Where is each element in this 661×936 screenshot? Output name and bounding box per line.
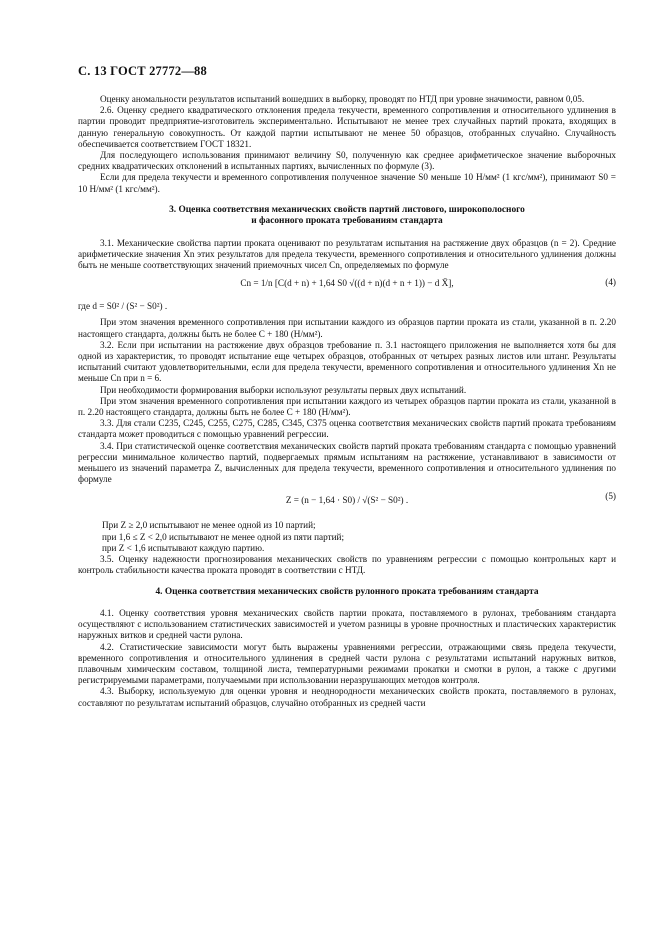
paragraph-3-2: 3.2. Если при испытании на растяжение двух образцов требование п. 3.1 настоящего приложения не выполняется хотя бы для одной из характеристик, то проводят испытание еще четырех образцов, отобранных от четырех разных листов или штанг. Результаты испытаний считают удовлетворительными, если для предела текучести, временного сопротивления и относительного удлинения Xn не меньше Cn при n = 6. <box>78 339 616 384</box>
paragraph: Для последующего использования принимают величину S0, полученную как среднее арифметическое значение выборочных средних квадратических отклонений в испытанных партиях, вычисленных по формуле (3). <box>78 150 616 172</box>
formula-4-expression: Cn = 1/n [C(d + n) + 1,64 S0 √((d + n)(d + n + 1)) − d X̄], <box>240 277 454 288</box>
paragraph-2-6: 2.6. Оценку среднего квадратического отклонения предела текучести, временного сопротивления и относительного удлинения в партии проводит предприятие-изготовитель экспериментально. Испытывают не менее трех случайных партий проката, входящих в данную генеральную совокупность. От каждой партии испытывают не менее 50 образцов, отобранных случайно. Случайность обеспечивается соответствием ГОСТ 18321. <box>78 105 616 149</box>
paragraph-3-1: 3.1. Механические свойства партии проката оценивают по результатам испытания на растяжение двух образцов (n = 2). Средние арифметические значения Xn этих результатов для предела текучести, временного сопротивления и относительного удлинения должны быть не меньше соответствующих значений приемочных чисел Cn, определяемых по формуле <box>78 237 616 271</box>
paragraph: Оценку аномальности результатов испытаний вошедших в выборку, проводят по НТД при уровне значимости, равном 0,05. <box>100 94 585 104</box>
page-header: С. 13 ГОСТ 27772—88 <box>78 64 207 78</box>
where-label: где <box>78 300 91 311</box>
condition-item: при Z < 1,6 испытывают каждую партию. <box>102 542 265 553</box>
page-content <box>78 94 616 709</box>
paragraph-3-4: 3.4. При статистической оценке соответствия механических свойств партий проката требованиям стандарта с помощью уравнений регрессии минимальное количество партий, подвергаемых прямым испытаниям на растяжение, устанавливают в зависимости от меньшего из значений параметра Z, вычисленных для предела текучести, временного сопротивления и относительного удлинения по формуле <box>78 440 616 485</box>
formula-d <box>78 295 616 317</box>
formula-5 <box>78 485 616 515</box>
formula-5-expression: Z = (n − 1,64 · S0) / √(S² − S0²) . <box>285 494 409 505</box>
section-3-heading-line1: 3. Оценка соответствия механических свойств партий листового, широкополосного <box>169 204 525 215</box>
condition-item: При Z ≥ 2,0 испытывают не менее одной из 10 партий; <box>102 520 316 531</box>
paragraph-4-3: 4.3. Выборку, используемую для оценки уровня и неоднородности механических свойств проката, поставляемого в рулонах, составляют по результатам испытаний образцов, случайно отобранных из средней части <box>78 686 616 708</box>
paragraph: Если для предела текучести и временного сопротивления полученное значение S0 меньше 10 Н/мм² (1 кгс/мм²), принимают S0 = 10 Н/мм² (1 кгс/мм²). <box>78 172 616 194</box>
condition-item: при 1,6 ≤ Z < 2,0 испытывают не менее одной из пяти партий; <box>102 531 344 542</box>
section-3-heading-line2: и фасонного проката требованиям стандарта <box>251 216 443 227</box>
paragraph-4-1: 4.1. Оценку соответствия уровня механических свойств партии проката, поставляемого в рулонах, требованиям стандарта осуществляют с использованием статистических зависимостей и учетом разницы в уровне прочностных и пластических характеристик наружных витков и средней части рулона. <box>78 608 616 641</box>
paragraph: При этом значения временного сопротивления при испытании каждого из образцов партии проката из стали, указанной в п. 2.20 настоящего стандарта, должны быть не более C + 180 (Н/мм²). <box>78 317 616 339</box>
paragraph-3-5: 3.5. Оценку надежности прогнозирования механических свойств по уравнениям регрессии с помощью контрольных карт и контроль стабильности качества проката проводят в соответствии с НТД. <box>78 554 616 576</box>
section-4-heading: 4. Оценка соответствия механических свойств рулонного проката требованиям стандарта <box>155 586 539 597</box>
formula-4 <box>78 271 616 295</box>
formula-5-number: (5) <box>605 491 616 502</box>
paragraph: При необходимости формирования выборки используют результаты первых двух испытаний. <box>100 384 467 395</box>
formula-4-number: (4) <box>605 277 616 288</box>
z-conditions <box>102 520 616 554</box>
paragraph-4-2: 4.2. Статистические зависимости могут быть выражены уравнениями регрессии, отражающими связь предела текучести, временного сопротивления и относительного удлинения в средней части рулона с результатами испытаний наружных витков, плавочным химическим составом, толщиной листа, температурными режимами прокатки и смотки в рулон, а также с другими регистрируемыми параметрами, получаемыми при использовании неразрушающих методов контроля. <box>78 641 616 686</box>
paragraph-3-3: 3.3. Для стали С235, С245, С255, С275, С285, С345, С375 оценка соответствия механических свойств партий проката требованиям стандарта может проводиться с помощью уравнений регрессии. <box>78 418 616 440</box>
formula-d-expression: d = S0² / (S² − S0²) . <box>92 300 168 311</box>
paragraph: При этом значения временного сопротивления при испытании каждого из четырех образцов партии проката из стали, указанной в п. 2.20 настоящего стандарта, должны быть не более C + 180 (Н/мм²). <box>78 395 616 418</box>
